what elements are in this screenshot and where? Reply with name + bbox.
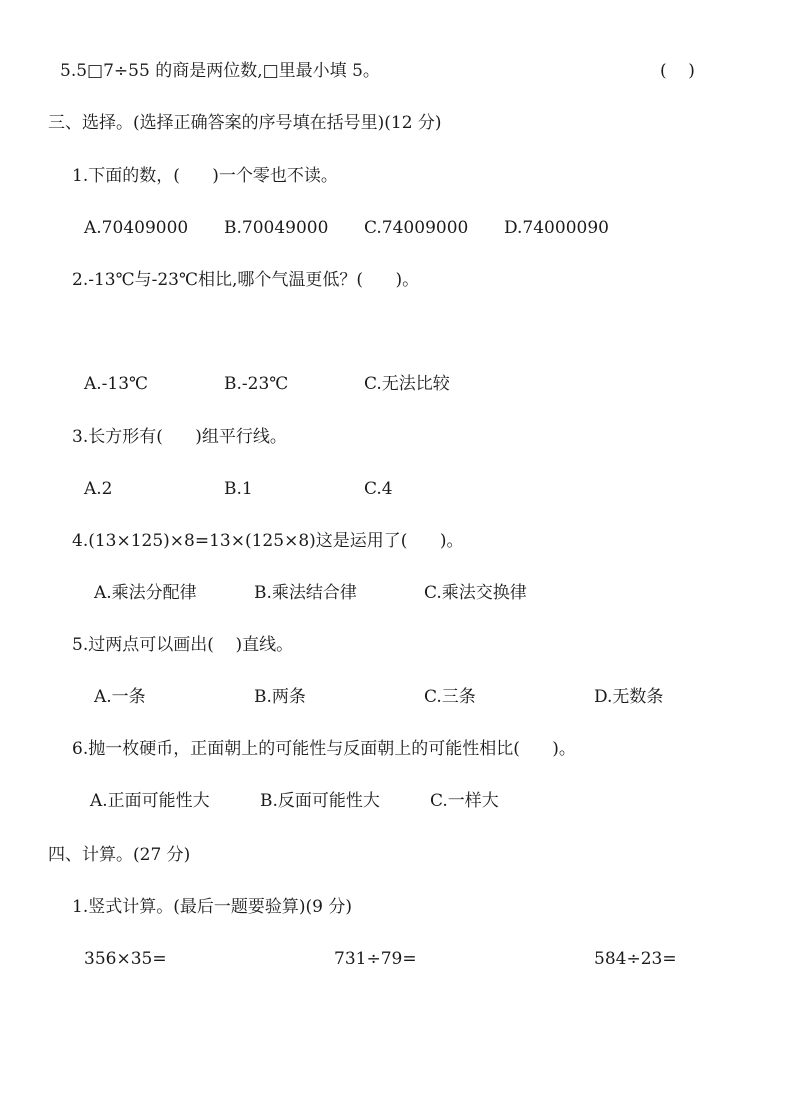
q2-option-c[interactable]: C.无法比较 bbox=[364, 374, 450, 394]
section-heading-calculation: 四、计算。(27 分) bbox=[48, 845, 191, 865]
subsection-vertical-calculation: 1.竖式计算。(最后一题要验算)(9 分) bbox=[72, 897, 352, 917]
q6-option-b[interactable]: B.反面可能性大 bbox=[260, 791, 380, 811]
q5-option-c[interactable]: C.三条 bbox=[424, 687, 476, 707]
q1-option-a[interactable]: A.70409000 bbox=[84, 218, 189, 238]
calc-problem-3: 584÷23= bbox=[594, 949, 677, 969]
q3-option-c[interactable]: C.4 bbox=[364, 479, 393, 499]
calc-problem-1: 356×35= bbox=[84, 949, 167, 969]
question-1-stem: 1.下面的数，( )一个零也不读。 bbox=[72, 166, 338, 186]
q4-option-c[interactable]: C.乘法交换律 bbox=[424, 583, 527, 603]
q3-option-a[interactable]: A.2 bbox=[84, 479, 113, 499]
q6-option-a[interactable]: A.正面可能性大 bbox=[90, 791, 210, 811]
question-4-stem: 4.(13×125)×8=13×(125×8)这是运用了( )。 bbox=[72, 531, 464, 551]
q4-option-b[interactable]: B.乘法结合律 bbox=[254, 583, 357, 603]
q3-option-b[interactable]: B.1 bbox=[224, 479, 253, 499]
question-item-5: 5.5□7÷55 的商是两位数,□里最小填 5。 bbox=[60, 61, 380, 81]
q4-option-a[interactable]: A.乘法分配律 bbox=[94, 583, 197, 603]
question-6-stem: 6.抛一枚硬币，正面朝上的可能性与反面朝上的可能性相比( )。 bbox=[72, 739, 576, 759]
question-5-stem: 5.过两点可以画出( )直线。 bbox=[72, 635, 294, 655]
q2-option-b[interactable]: B.-23℃ bbox=[224, 374, 289, 394]
q1-option-c[interactable]: C.74009000 bbox=[364, 218, 469, 238]
q2-option-a[interactable]: A.-13℃ bbox=[84, 374, 149, 394]
q6-option-c[interactable]: C.一样大 bbox=[430, 791, 499, 811]
q1-option-d[interactable]: D.74000090 bbox=[504, 218, 609, 238]
q5-option-a[interactable]: A.一条 bbox=[94, 687, 146, 707]
q5-option-d[interactable]: D.无数条 bbox=[594, 687, 664, 707]
answer-blank[interactable]: ( ) bbox=[660, 61, 695, 81]
calc-problem-2: 731÷79= bbox=[334, 949, 417, 969]
q5-option-b[interactable]: B.两条 bbox=[254, 687, 306, 707]
q1-option-b[interactable]: B.70049000 bbox=[224, 218, 329, 238]
section-heading-choice: 三、选择。(选择正确答案的序号填在括号里)(12 分) bbox=[48, 113, 442, 133]
question-2-stem: 2.-13℃与-23℃相比,哪个气温更低？( )。 bbox=[72, 270, 420, 290]
question-3-stem: 3.长方形有( )组平行线。 bbox=[72, 427, 287, 447]
